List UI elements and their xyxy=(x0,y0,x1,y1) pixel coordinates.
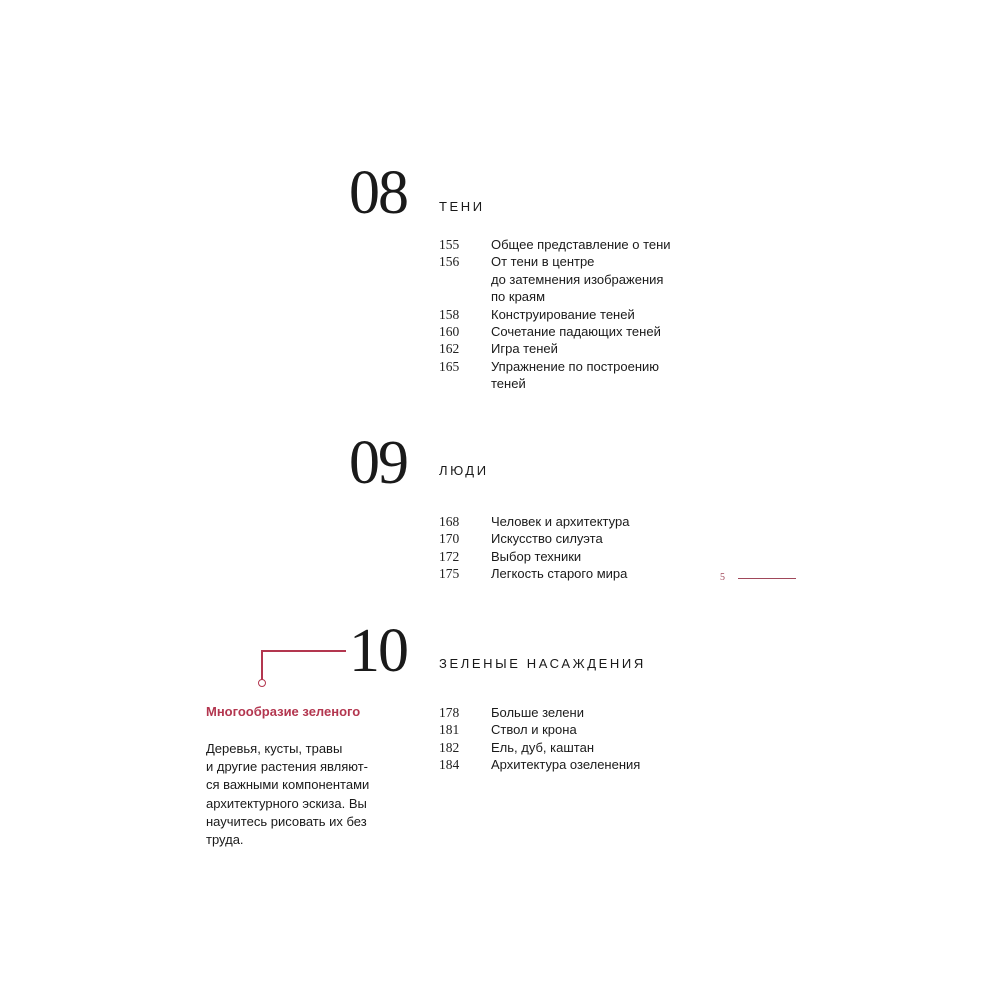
toc-entry-title: Общее представление о тени xyxy=(491,237,671,252)
toc-entry-title: Сочетание падающих теней xyxy=(491,324,661,340)
toc-entry-title: Человек и архитектура xyxy=(491,514,630,529)
toc-page-number: 182 xyxy=(439,739,460,755)
toc-entry[interactable] xyxy=(439,565,739,582)
chapter-title: ЗЕЛЕНЫЕ НАСАЖДЕНИЯ xyxy=(439,656,646,671)
toc-page-number: 170 xyxy=(439,531,460,547)
callout-connector-line xyxy=(262,650,346,652)
toc-page-number: 168 xyxy=(439,514,460,529)
toc-entry-title: От тени в центре до затемнения изображения по краям xyxy=(491,254,664,305)
toc-page-number: 181 xyxy=(439,722,460,738)
toc-entry[interactable] xyxy=(439,530,739,547)
chapter-toc xyxy=(439,704,739,774)
chapter-number: 09 xyxy=(349,429,407,497)
folio-rule xyxy=(738,578,796,579)
callout-connector-line xyxy=(261,650,263,680)
toc-entry[interactable] xyxy=(439,756,739,773)
sidebar-body: Деревья, кусты, травы и другие растения являют- ся важными компонентами архитектурного эскиза. Вы научитесь рисовать их без труда. xyxy=(206,741,370,848)
toc-page-number: 158 xyxy=(439,306,460,322)
toc-page-number: 155 xyxy=(439,237,460,252)
toc-page-number: 172 xyxy=(439,548,460,564)
toc-entry[interactable] xyxy=(439,513,739,530)
toc-entry-title: Выбор техники xyxy=(491,548,582,564)
toc-entry[interactable] xyxy=(439,306,739,323)
chapter-title: ЛЮДИ xyxy=(439,463,489,478)
chapter-toc xyxy=(439,513,739,583)
toc-entry[interactable] xyxy=(439,236,739,253)
toc-page-number: 184 xyxy=(439,757,460,773)
chapter-number: 10 xyxy=(349,617,407,685)
chapter-title: ТЕНИ xyxy=(439,199,485,214)
toc-entry[interactable] xyxy=(439,721,739,738)
toc-entry[interactable] xyxy=(439,548,739,565)
toc-entry-title: Конструирование теней xyxy=(491,306,635,322)
toc-page-number: 178 xyxy=(439,705,460,720)
toc-entry-title: Ствол и крона xyxy=(491,722,577,738)
chapter-number: 08 xyxy=(349,159,407,227)
toc-entry[interactable] xyxy=(439,253,739,305)
page-number: 5 xyxy=(720,572,725,583)
callout-dot-icon xyxy=(258,679,266,687)
toc-page-number: 162 xyxy=(439,341,460,357)
toc-entry-title: Упражнение по построению теней xyxy=(491,358,660,392)
sidebar-heading: Многообразие зеленого xyxy=(206,704,361,719)
toc-entry[interactable] xyxy=(439,358,739,393)
toc-entry-title: Архитектура озеленения xyxy=(491,757,641,773)
toc-page-number: 160 xyxy=(439,324,460,340)
toc-page-number: 156 xyxy=(439,254,460,270)
toc-entry-title: Больше зелени xyxy=(491,705,584,720)
toc-entry[interactable] xyxy=(439,323,739,340)
chapter-toc xyxy=(439,236,739,393)
toc-entry-title: Искусство силуэта xyxy=(491,531,603,547)
toc-page-number: 165 xyxy=(439,358,460,374)
toc-entry-title: Игра теней xyxy=(491,341,558,357)
toc-page-number: 175 xyxy=(439,566,460,582)
toc-entry[interactable] xyxy=(439,704,739,721)
toc-entry[interactable] xyxy=(439,739,739,756)
toc-entry[interactable] xyxy=(439,340,739,357)
toc-entry-title: Ель, дуб, каштан xyxy=(491,739,595,755)
toc-entry-title: Легкость старого мира xyxy=(491,566,628,582)
